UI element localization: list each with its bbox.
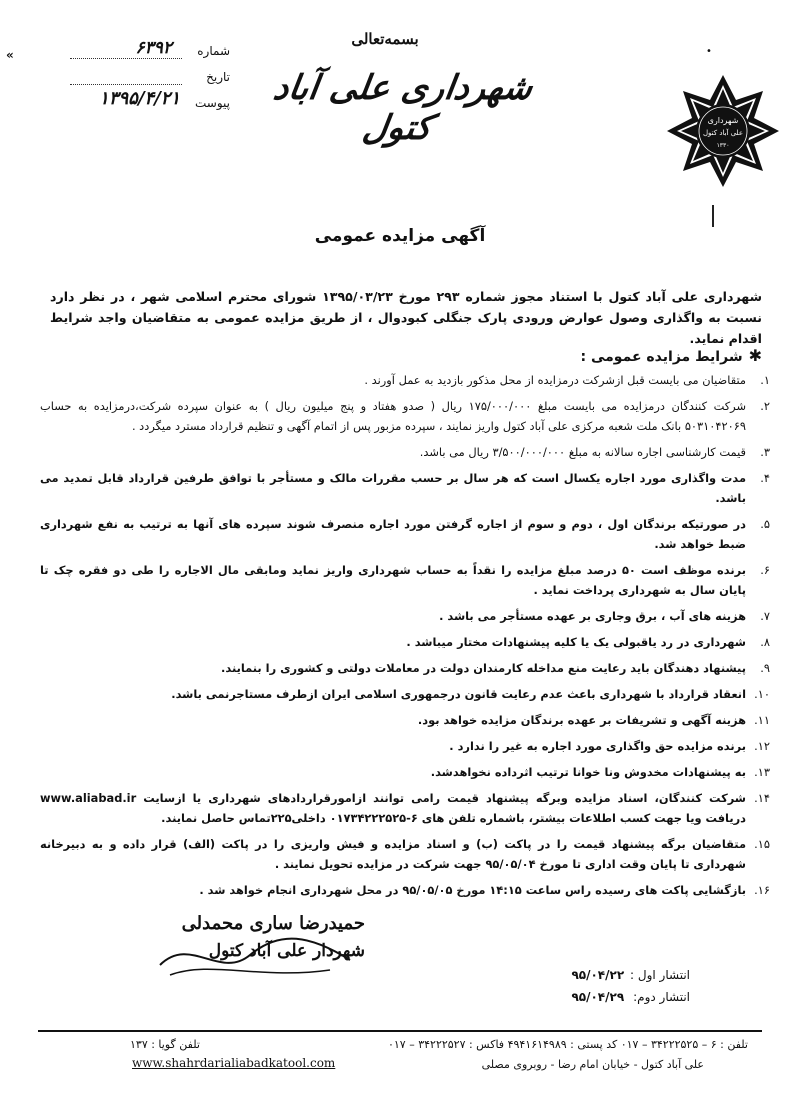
conditions-heading [581,346,763,365]
conditions-list [40,370,770,900]
attachment-row [50,90,230,116]
list-item [40,468,770,508]
list-item [40,684,770,704]
item-text: انعقاد قرارداد با شهرداری باعث عدم رعایت قانون درجمهوری اسلامی ایران ازطرف مستاجرنمی باشد. [171,687,746,701]
date-line [70,84,182,85]
footer-voice-phone: تلفن گویا : ۱۳۷ [130,1038,200,1051]
footer-address: علی آباد کتول - خیابان امام رضا - روبروی مصلی [481,1058,704,1071]
item-text: شرکت کنندگان، اسناد مزایده وبرگه پیشنهاد قیمت رامی توانند ازامورقراردادهای شهرداری یا ازسایت www.aliabad.ir دریافت ویا جهت کسب اطلاعات بیشتر، باشماره تلفن های ۶-۰۱۷۳۴۲۲۲۵۲۵ داخلی۲۲۵تماس حاصل نمایند. [40,791,746,825]
first-date: ۹۵/۰۴/۲۲ [571,968,625,982]
item-number: ۶. [760,563,770,577]
signature-block [145,910,365,964]
notice-headline: آگهی مزایده عمومی [314,226,486,246]
list-item [40,788,770,828]
item-text: متقاضیان می بایست قبل ازشرکت درمزایده از محل مذکور بازدید به عمل آورند . [364,373,746,387]
basmala: بسمه‌تعالی [351,30,419,48]
item-text: مدت واگذاری مورد اجاره یکسال است که هر سال بر حسب مقررات مالک و مستأجر با توافق طرفین قرارداد قابل تمدید می باشد. [40,471,746,505]
footer-contacts: تلفن : ۶ – ۳۴۲۲۲۵۲۵ – ۰۱۷ کد پستی : ۴۹۴۱۶۱۴۹۸۹ فاکس : ۳۴۲۲۲۵۲۷ – ۰۱۷ [387,1038,748,1051]
number-value: ۶۳۹۲ [135,38,172,58]
seal-text-2: علی آباد کتول [702,129,744,137]
item-number: ۱۴. [754,791,770,805]
item-text: هزینه آگهی و تشریفات بر عهده برندگان مزایده خواهد بود. [417,713,746,727]
item-number: ۱۲. [754,739,770,753]
list-item [40,396,770,436]
number-label: شماره [197,44,230,58]
date-row [50,64,230,90]
item-text: در صورتیکه برندگان اول ، دوم و سوم از اجاره گرفتن مورد اجاره منصرف شوند سپرده های آنها به ترتیب به نفع شهرداری ضبط خواهد شد. [40,517,746,551]
list-item [40,762,770,782]
item-text: شهرداری در رد یاقبولی یک یا کلیه پیشنهادات مختار میباشد . [406,635,746,649]
publication-dates [540,964,690,1008]
list-item [40,560,770,600]
number-line [70,58,182,59]
date-label: تاریخ [206,70,230,84]
list-item [40,880,770,900]
seal-year: ۱۳۳۰ [716,142,730,149]
list-item [40,514,770,554]
conditions-heading-text: شرایط مزایده عمومی : [580,349,743,365]
item-number: ۸. [760,635,770,649]
item-number: ۴. [760,471,770,485]
seal-text-1: شهرداری [707,116,739,125]
item-text: متقاضیان برگه پیشنهاد قیمت را در پاکت (ب) و اسناد مزایده و فیش واریزی را در پاکت (الف) قرار داده و به دبیرخانه شهرداری تا پایان وقت اداری تا مورخ ۹۵/۰۵/۰۴ جهت شرکت در مزایده تحویل نمایند . [40,837,746,871]
item-number: ۱۱. [754,713,770,727]
list-item [40,736,770,756]
item-text: هزینه های آب ، برق وجاری بر عهده مستأجر می باشد . [439,609,746,623]
item-number: ۱. [760,373,770,387]
number-row [50,38,230,64]
item-number: ۹. [760,661,770,675]
list-item [40,442,770,462]
item-number: ۷. [760,609,770,623]
list-item [40,606,770,626]
list-item [40,370,770,390]
signer-role: شهردار علی آباد کتول [208,941,365,961]
item-number: ۱۳. [754,765,770,779]
item-text: پیشنهاد دهندگان باید رعایت منع مداخله کارمندان دولت در معاملات دولتی و کشوری را بنمایند. [221,661,746,675]
item-number: ۲. [760,399,770,413]
second-label: انتشار دوم: [633,990,690,1004]
item-number: ۱۶. [754,883,770,897]
item-number: ۳. [760,445,770,459]
municipality-seal-icon [664,72,782,190]
item-text: بازگشایی پاکت های رسیده راس ساعت ۱۴:۱۵ مورخ ۹۵/۰۵/۰۵ در محل شهرداری انجام خواهد شد . [199,883,746,897]
letter-meta [50,38,230,116]
attachment-label: پیوست [195,96,230,110]
footer-divider [38,1030,762,1032]
item-number: ۵. [760,517,770,531]
corner-dot-icon: • [706,46,712,57]
margin-mark: « [6,48,14,62]
item-text: برنده موظف است ۵۰ درصد مبلغ مزایده را نقداً به حساب شهرداری واریز نماید ومابقی مال الاجاره را طی دو فقره چک تا پایان سال به شهرداری پرداخت نماید . [40,563,746,597]
asterisk-icon: ✱ [748,346,762,365]
notice-intro: شهرداری علی آباد کتول با استناد مجوز شماره ۲۹۳ مورخ ۱۳۹۵/۰۳/۲۳ شورای محترم اسلامی شهر ، در نظر دارد نسبت به واگذاری وصول عوارض ورودی پارک جنگلی کبودوال ، از طریق مزایده عمومی به متقاضیان واجد شرایط اقدام نماید. [50,289,762,346]
margin-tick [712,205,714,227]
footer-website-link[interactable]: www.shahrdarialiabadkatool.com [132,1056,336,1070]
item-number: ۱۵. [754,837,770,851]
list-item [40,710,770,730]
item-text: به پیشنهادات مخدوش ونا خوانا ترتیب اثرداده نخواهدشد. [430,765,746,779]
list-item [40,632,770,652]
signer-name: حمیدرضا ساری محمدلی [181,913,365,934]
publication-first [540,964,690,986]
org-title: شهرداری علی آباد کتول [270,68,535,148]
list-item [40,834,770,874]
item-number: ۱۰. [754,687,770,701]
item-text: قیمت کارشناسی اجاره سالانه به مبلغ ۳/۵۰۰/۰۰۰/۰۰۰ ریال می باشد. [419,445,746,459]
item-text: شرکت کنندگان درمزایده می بایست مبلغ ۱۷۵/۰۰۰/۰۰۰ ریال ( صدو هفتاد و پنج میلیون ریال ) به عنوان سپرده شرکت،درمزایده به حساب ۵۰۳۱۰۴۲۰۶۹ بانک ملت شعبه مرکزی علی آباد کتول واریز نمایند ، سپرده مزبور پس از اتمام آگهی و تنظیم قرارداد مسترد میگردد . [40,399,747,433]
first-label: انتشار اول : [630,968,690,982]
list-item [40,658,770,678]
date-value: ۱۳۹۵/۴/۲۱ [99,88,180,109]
second-date: ۹۵/۰۴/۲۹ [571,990,625,1004]
publication-second [540,986,690,1008]
item-text: برنده مزایده حق واگذاری مورد اجاره به غیر را ندارد . [449,739,746,753]
